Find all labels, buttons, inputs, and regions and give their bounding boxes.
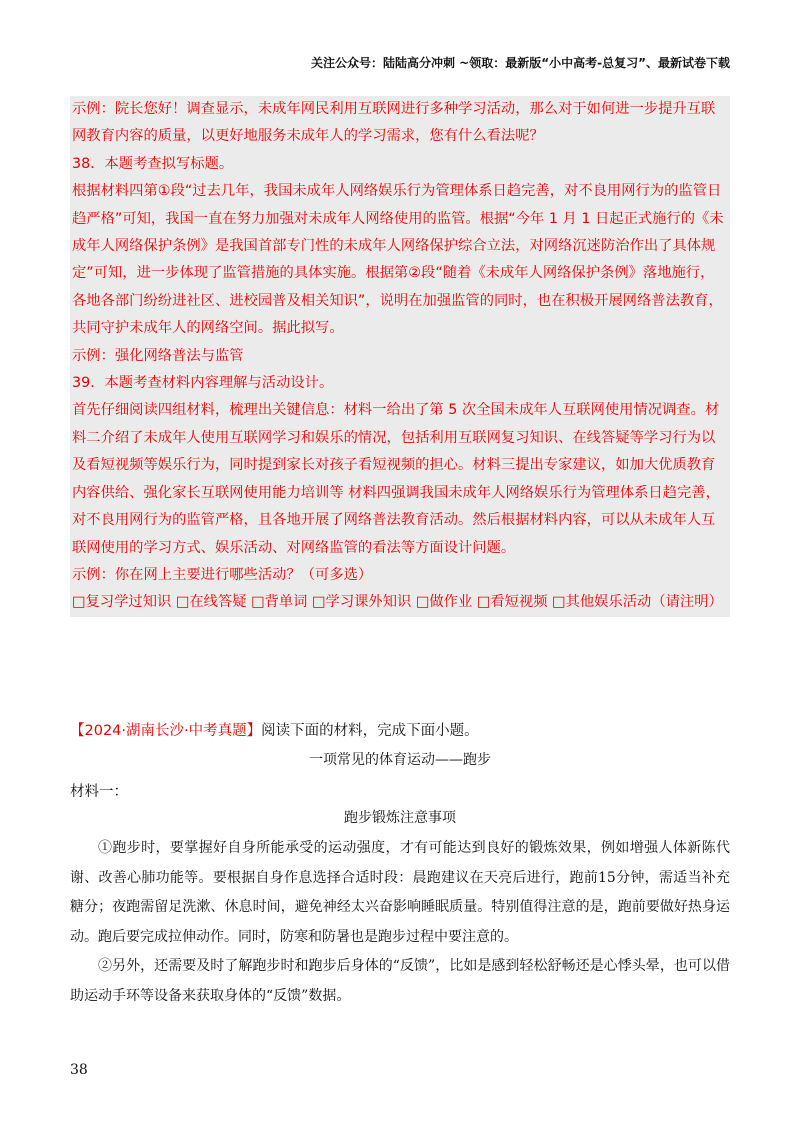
example-answer-37: 示例：院长您好！调查显示，未成年网民利用互联网进行多种学习活动，那么对于如何进一步提升互联网教育内容的质量，以更好地服务未成年人的学习需求，您有什么看法呢？ bbox=[72, 101, 716, 145]
material-subtitle: 跑步锻炼注意事项 bbox=[344, 810, 456, 826]
section-heading bbox=[70, 718, 730, 744]
answer-analysis-block bbox=[70, 96, 730, 617]
question-38-example: 示例：强化网络普法与监管 bbox=[72, 347, 244, 364]
question-39-options: □复习学过知识 □在线答疑 □背单词 □学习课外知识 □做作业 □看短视频 □其他娱乐活动（请注明） bbox=[72, 594, 723, 611]
material-one-body bbox=[70, 834, 730, 1011]
page-number: 38 bbox=[70, 1062, 88, 1078]
question-39-title: 39．本题考查材料内容理解与活动设计。 bbox=[72, 375, 334, 392]
material-label: 材料一： bbox=[70, 784, 128, 800]
question-38-title: 38．本题考查拟写标题。 bbox=[72, 155, 234, 172]
exam-source-tag: 【2024·湖南长沙·中考真题】 bbox=[70, 723, 262, 739]
section-instruction: 阅读下面的材料，完成下面小题。 bbox=[261, 723, 479, 739]
question-39-analysis: 首先仔细阅读四组材料，梳理出关键信息：材料一给出了第 5 次全国未成年人互联网使用情况调查。材料二介绍了未成年人使用互联网学习和娱乐的情况，包括利用互联网复习知识、在线答疑等学习行为以及看短视频等娱乐行为，同时提到家长对孩子看短视频的担心。材料三提出专家建议，如加大优质教育内容供给、强化家长互联网使用能力培训等 材料四强调我国未成年人网络娱乐行为管理体系日趋完善，对不良用网行为的监管严格，且各地开展了网络普法教育活动。然后根据材料内容，可以从未成年人互联网使用的学习方式、娱乐活动、对网络监管的看法等方面设计问题。 bbox=[72, 402, 720, 556]
passage-title: 一项常见的体育运动——跑步 bbox=[309, 752, 491, 768]
question-39-example: 示例：你在网上主要进行哪些活动？（可多选） bbox=[72, 566, 373, 583]
question-38-analysis: 根据材料四第①段“过去几年，我国未成年人网络娱乐行为管理体系日趋完善，对不良用网行为的监管日趋严格”可知，我国一直在努力加强对未成年人网络使用的监管。根据“今年 1 月 1 日起正式施行的《未成年人网络保护条例》是我国首部专门性的未成年人网络保护综合立法，对网络沉迷防治作出了具体规定”可知，进一步体现了监管措施的具体实施。根据第②段“随着《未成年人网络保护条例》落地施行，各地各部门纷纷进社区、进校园普及相关知识”，说明在加强监管的同时，也在积极开展网络普法教育，共同守护未成年人的网络空间。据此拟写。 bbox=[72, 183, 724, 337]
paragraph-2: ②另外，还需要及时了解跑步时和跑步后身体的“反馈”，比如是感到轻松舒畅还是心悸头晕，也可以借助运动手环等设备来获取身体的“反馈”数据。 bbox=[70, 958, 730, 1004]
paragraph-1: ①跑步时，要掌握好自身所能承受的运动强度，才有可能达到良好的锻炼效果，例如增强人体新陈代谢、改善心肺功能等。要根据自身作息选择合适时段：晨跑建议在天亮后进行，跑前15分钟，需适当补充糖分；夜跑需留足洗漱、休息时间，避免神经太兴奋影响睡眠质量。特别值得注意的是，跑前要做好热身运动。跑后要完成拉伸动作。同时，防寒和防暑也是跑步过程中要注意的。 bbox=[70, 840, 730, 945]
page-header: 关注公众号：陆陆高分冲刺 ~领取：最新版“小中高考-总复习”、最新试卷下载 bbox=[311, 56, 730, 70]
